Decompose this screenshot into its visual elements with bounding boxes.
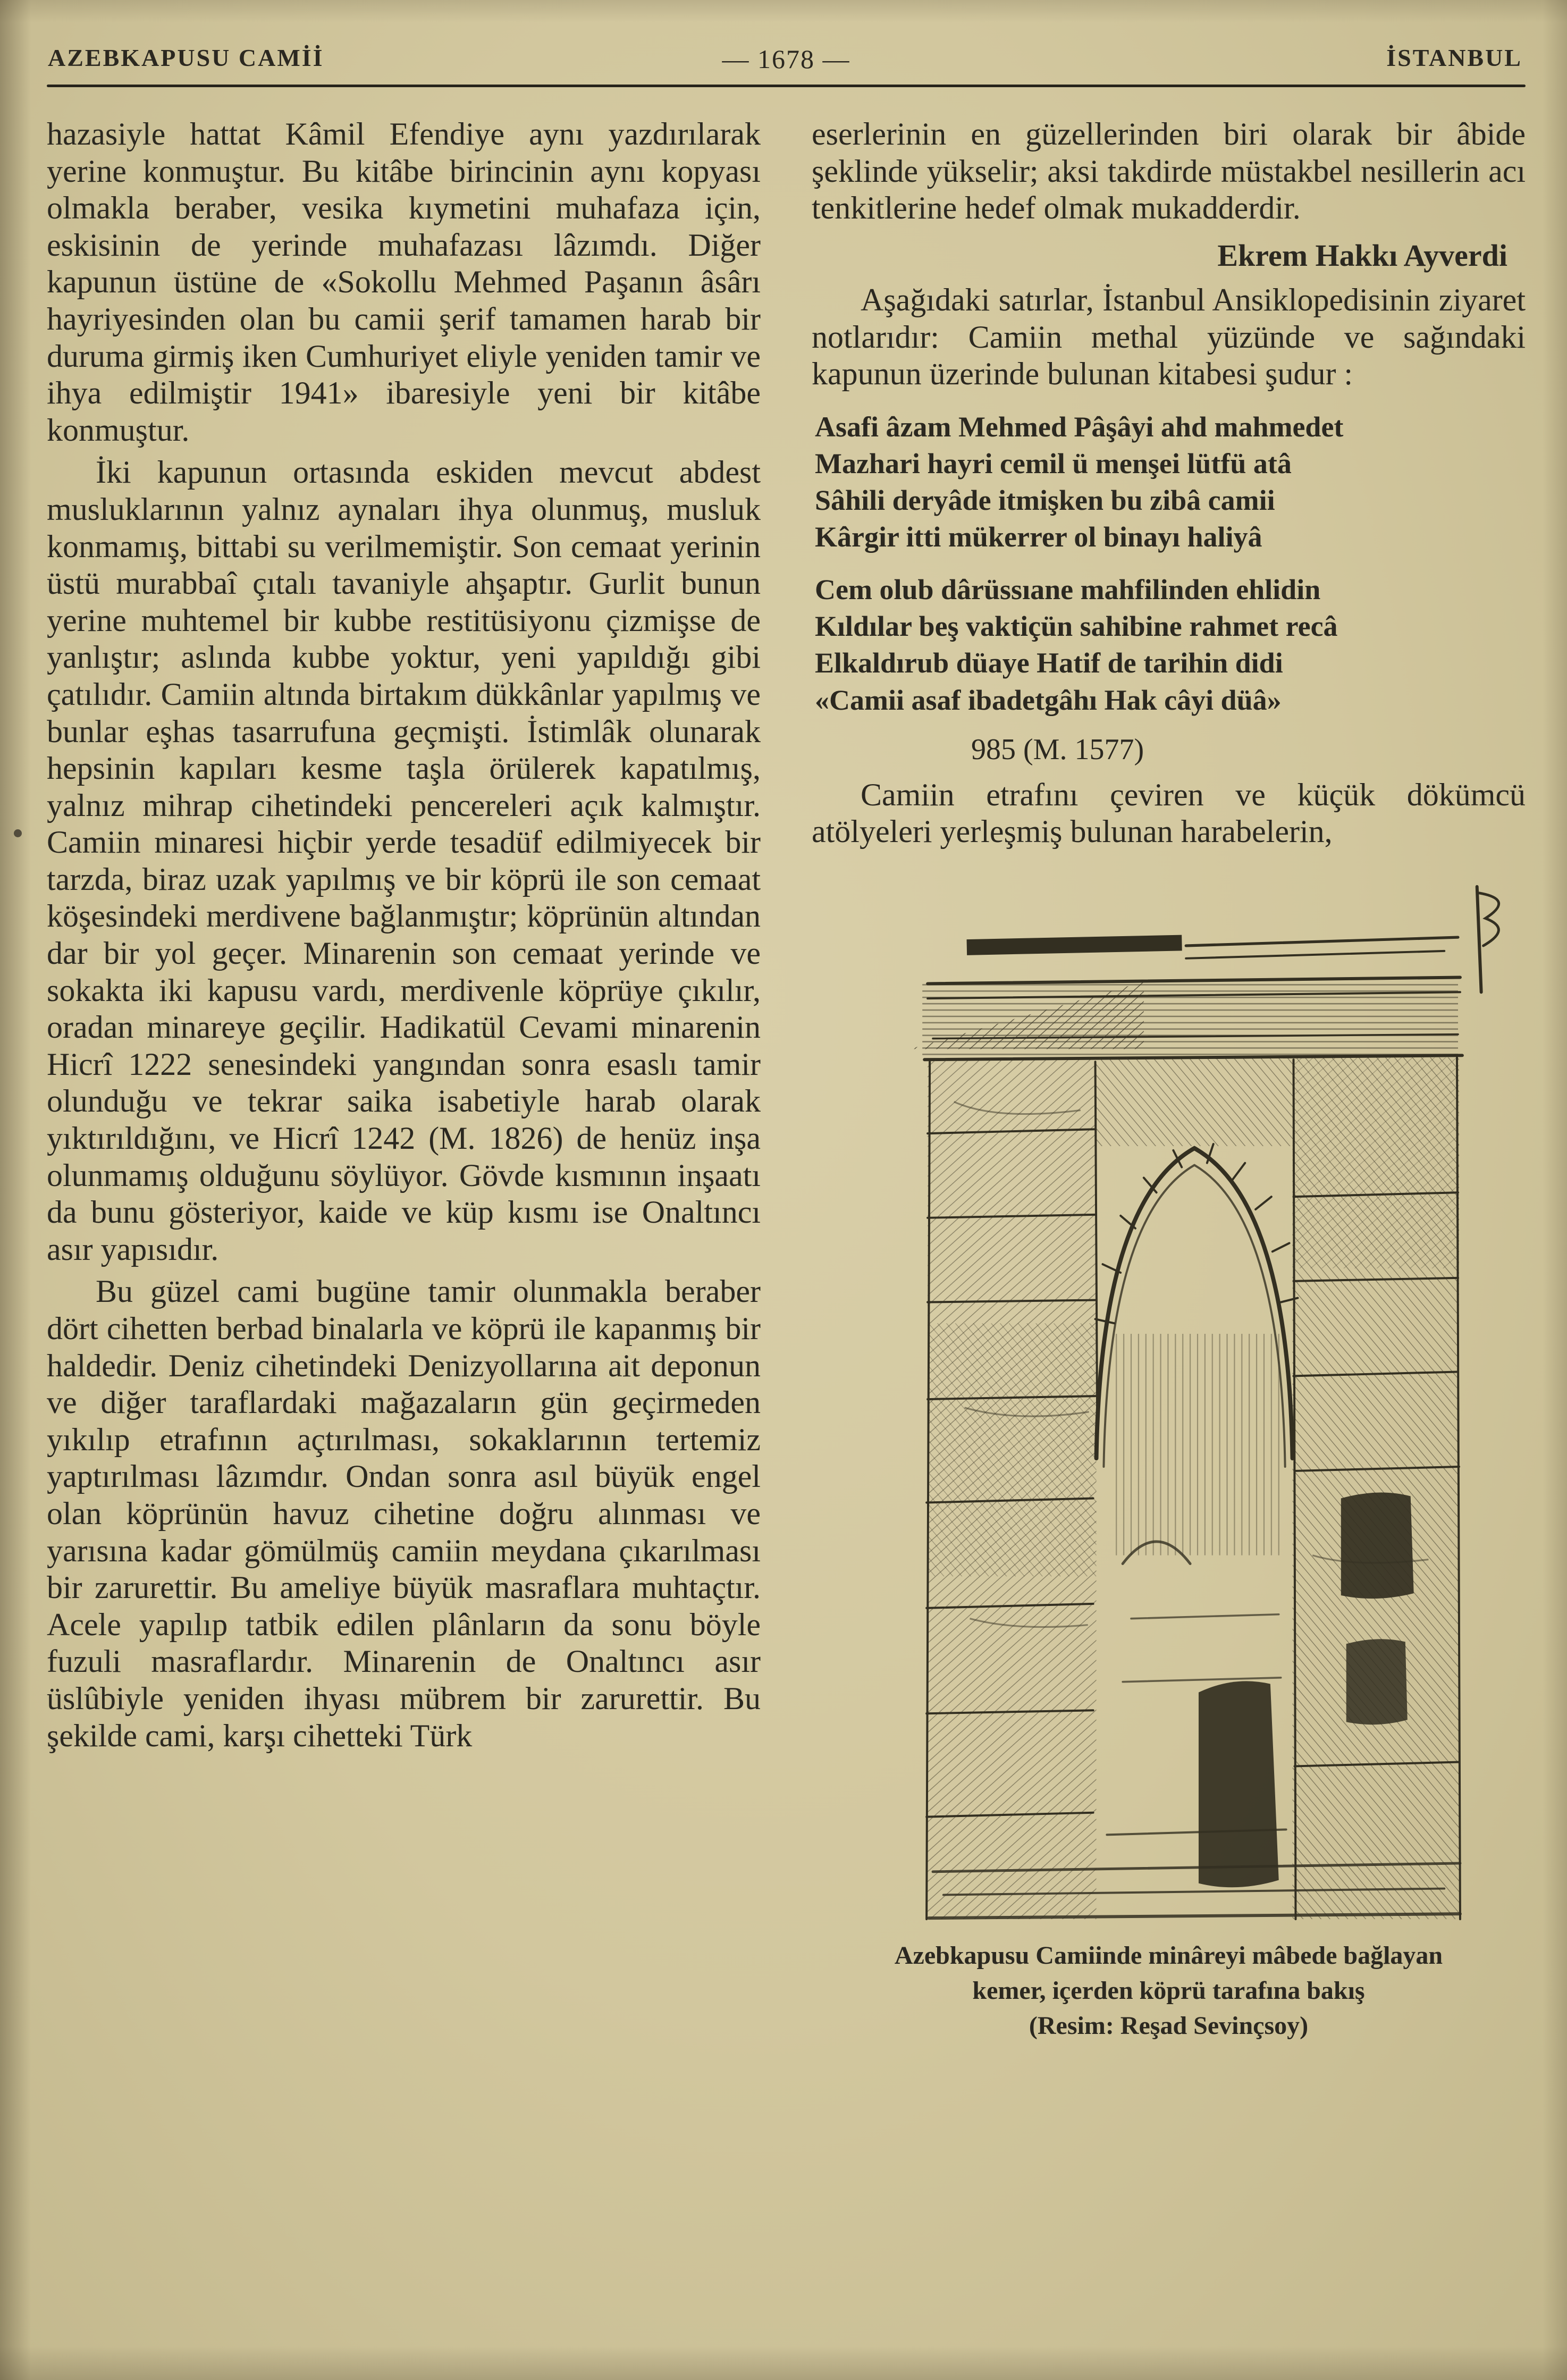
arch-sketch-illustration	[870, 880, 1523, 1924]
caption-line: (Resim: Reşad Sevinçsoy)	[1029, 2012, 1309, 2040]
page-number: — 1678 —	[722, 44, 850, 74]
paragraph: İki kapunun ortasında eskiden mevcut abdest musluklarının yalnız aynaları ihya olunmuş, musluk konmamış, bittabi su verilmemiştir. Son cemaat yerinin üstü murabbaî çıtalı tavaniyle ahşaptır. Gurlit bunun yerine muhtemel bir kubbe restitüsiyonu çizmişse de yanlıştır; aslında kubbe yoktur, yeni yapıldığı gibi çatılıdır. Camiin altında birtakım dükkânlar yapılmış ve bunlar eşhas tasarrufuna geçmişti. İstimlâk olunarak hepsinin kapıları kesme taşla örülerek kapatılmış, yalnız mihrap cihetindeki pencereleri açık kalmıştır. Camiin minaresi hiçbir yerde tesadüf edilmiyecek bir tarzda, biraz uzak yapılmış ve bir köprü ile son cemaat köşesindeki merdivene bağlanmıştır; köprünün altından dar bir yol geçer. Minarenin son cemaat yerinde ve sokakta iki kapusu vardı, merdivenle köprüye çıkılır, oradan minareye geçilir. Hadikatül Cevami minarenin Hicrî 1222 senesindeki yangından sonra esaslı tamir olunduğu ve tekrar saika isabetiyle harab olarak yıktırıldığını, ve Hicrî 1242 (M. 1826) de henüz inşa olunmamış olduğunu söylüyor. Gövde kısmının inşaatı da bunu gösteriyor, kaide ve küp kısmı ise Onaltıncı asır yapısıdır.	[47, 455, 761, 1267]
paragraph: Bu güzel cami bugüne tamir olunmakla beraber dört cihetten berbad binalarla ve köprü ile kapanmış bir haldedir. Deniz cihetindeki Denizyollarına ait deponun ve diğer taraflardaki mağazaların gün geçirmeden yıkılıp etrafının açtırılması, sokaklarının tertemiz yaptırılması lâzımdır. Ondan sonra asıl büyük engel olan köprünün havuz cihetine doğru alınması ve yarısına kadar gömülmüş camiin meydana çıkarılması bir zarurettir. Bu ameliye büyük masraflara muhtaçtır. Acele yapılıp tatbik edilen plânların da sonu böyle fuzuli masraflardır. Minarenin de Onaltıncı asır üslûbiyle yeniden ihyası mübrem bir zarurettir. Bu şekilde cami, karşı cihetteki Türk	[47, 1274, 761, 1753]
figure	[812, 880, 1526, 2044]
figure-caption	[812, 1938, 1526, 2044]
inscription-line: Kıldılar beş vaktiçün sahibine rahmet recâ	[815, 610, 1338, 643]
inscription-line: Sâhili deryâde itmişken bu zibâ camii	[815, 484, 1275, 517]
inscription-stanza-2	[815, 571, 1526, 718]
right-column	[812, 116, 1526, 2044]
paragraph: Camiin etrafını çeviren ve küçük dökümcü atölyeleri yerleşmiş bulunan harabelerin,	[812, 777, 1526, 850]
left-column	[47, 116, 761, 2044]
ink-speck	[14, 829, 22, 837]
author-byline: Ekrem Hakkı Ayverdi	[1217, 238, 1507, 273]
paragraph: eserlerinin en güzellerinden biri olarak bir âbide şeklinde yükselir; aksi takdirde müstakbel nesillerin acı tenkitlerine hedef olmak mukadderdir.	[812, 116, 1526, 226]
two-column-body	[47, 87, 1526, 2044]
section-title: İSTANBUL	[1386, 44, 1522, 71]
inscription-line: Kârgir itti mükerrer ol binayı haliyâ	[815, 521, 1262, 553]
caption-line: kemer, içerden köprü tarafına bakış	[972, 1977, 1365, 2005]
inscription-line: Asafi âzam Mehmed Pâşâyi ahd mahmedet	[815, 410, 1344, 443]
inscription-line: Elkaldırub düaye Hatif de tarihin didi	[815, 647, 1283, 679]
paragraph: hazasiyle hattat Kâmil Efendiye aynı yazdırılarak yerine konmuştur. Bu kitâbe birincinin aynı kopyası olmakla beraber, vesika kıymetini muhafaza için, eskisinin de yerinde muhafazası lâzımdı. Diğer kapunun üstüne de «Sokollu Mehmed Paşanın âsârı hayriyesinden olan bu camii şerif tamamen harab bir duruma girmiş iken Cumhuriyet eliyle yeniden tamir ve ihya edilmiştir 1941» ibaresiyle yeni bir kitâbe konmuştur.	[47, 116, 761, 448]
inscription-line: «Camii asaf ibadetgâhı Hak câyi düâ»	[815, 684, 1282, 716]
inscription-date: 985 (M. 1577)	[971, 733, 1144, 766]
page-header	[47, 32, 1526, 85]
article-title: AZEBKAPUSU CAMİİ	[48, 44, 324, 71]
caption-line: Azebkapusu Camiinde minâreyi mâbede bağlayan	[894, 1941, 1443, 1970]
inscription-line: Cem olub dârüssıane mahfilinden ehlidin	[815, 574, 1321, 606]
paragraph: Aşağıdaki satırlar, İstanbul Ansiklopedisinin ziyaret notlarıdır: Camiin methal yüzünde ve sağındaki kapunun üzerinde bulunan kitabesi şudur :	[812, 282, 1526, 392]
inscription-line: Mazhari hayri cemil ü menşei lütfü atâ	[815, 447, 1292, 480]
inscription-stanza-1	[815, 409, 1526, 556]
